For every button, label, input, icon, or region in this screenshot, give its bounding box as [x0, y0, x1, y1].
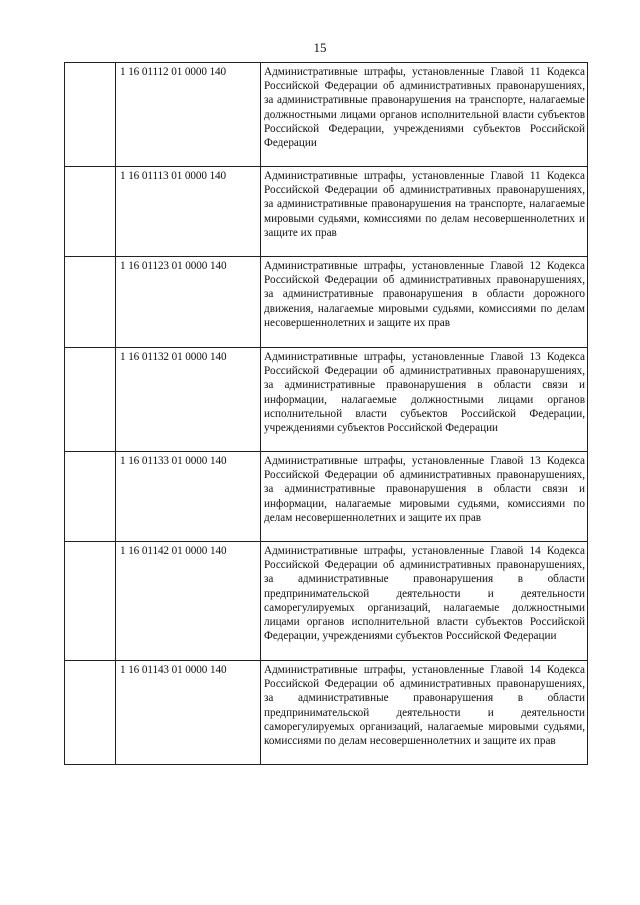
table-row	[65, 257, 588, 348]
description-cell: Административные штрафы, установленные Главой 13 Кодекса Российской Федерации об административных правонарушениях, за административные правонарушения в области связи и информации, налагаемые мировыми судьями, комиссиями по делам несовершеннолетних и защите их прав	[261, 452, 588, 542]
budget-code-cell: 1 16 01142 01 0000 140	[116, 542, 261, 661]
budget-code-cell: 1 16 01132 01 0000 140	[116, 348, 261, 452]
page-number: 15	[313, 40, 327, 55]
description-cell: Административные штрафы, установленные Главой 11 Кодекса Российской Федерации об административных правонарушениях, за административные правонарушения на транспорте, налагаемые мировыми судьями, комиссиями по делам несовершеннолетних и защите их прав	[261, 167, 588, 257]
description-cell: Административные штрафы, установленные Главой 14 Кодекса Российской Федерации об административных правонарушениях, за административные правонарушения в области предпринимательской деятельности и деятельности саморегулируемых организаций, налагаемые мировыми судьями, комиссиями по делам несовершеннолетних и защите их прав	[261, 661, 588, 765]
budget-code-cell: 1 16 01123 01 0000 140	[116, 257, 261, 348]
table-row	[65, 348, 588, 452]
empty-cell	[65, 452, 116, 542]
empty-cell	[65, 257, 116, 348]
empty-cell	[65, 661, 116, 765]
table-row	[65, 167, 588, 257]
revenue-classification-table	[64, 62, 588, 765]
table-row	[65, 661, 588, 765]
table-row	[65, 63, 588, 167]
budget-code-cell: 1 16 01143 01 0000 140	[116, 661, 261, 765]
budget-code-cell: 1 16 01112 01 0000 140	[116, 63, 261, 167]
description-cell: Административные штрафы, установленные Главой 11 Кодекса Российской Федерации об административных правонарушениях, за административные правонарушения на транспорте, налагаемые должностными лицами органов исполнительной власти субъектов Российской Федерации, учреждениями субъектов Российской Федерации	[261, 63, 588, 167]
table-row	[65, 542, 588, 661]
empty-cell	[65, 63, 116, 167]
budget-code-cell: 1 16 01133 01 0000 140	[116, 452, 261, 542]
description-cell: Административные штрафы, установленные Главой 12 Кодекса Российской Федерации об административных правонарушениях, за административные правонарушения в области дорожного движения, налагаемые мировыми судьями, комиссиями по делам несовершеннолетних и защите их прав	[261, 257, 588, 348]
empty-cell	[65, 348, 116, 452]
table-row	[65, 452, 588, 542]
empty-cell	[65, 542, 116, 661]
empty-cell	[65, 167, 116, 257]
description-cell: Административные штрафы, установленные Главой 13 Кодекса Российской Федерации об административных правонарушениях, за административные правонарушения в области связи и информации, налагаемые должностными лицами органов исполнительной власти субъектов Российской Федерации, учреждениями субъектов Российской Федерации	[261, 348, 588, 452]
budget-code-cell: 1 16 01113 01 0000 140	[116, 167, 261, 257]
description-cell: Административные штрафы, установленные Главой 14 Кодекса Российской Федерации об административных правонарушениях, за административные правонарушения в области предпринимательской деятельности и деятельности саморегулируемых организаций, налагаемые должностными лицами органов исполнительной власти субъектов Российской Федерации, учреждениями субъектов Российской Федерации	[261, 542, 588, 661]
